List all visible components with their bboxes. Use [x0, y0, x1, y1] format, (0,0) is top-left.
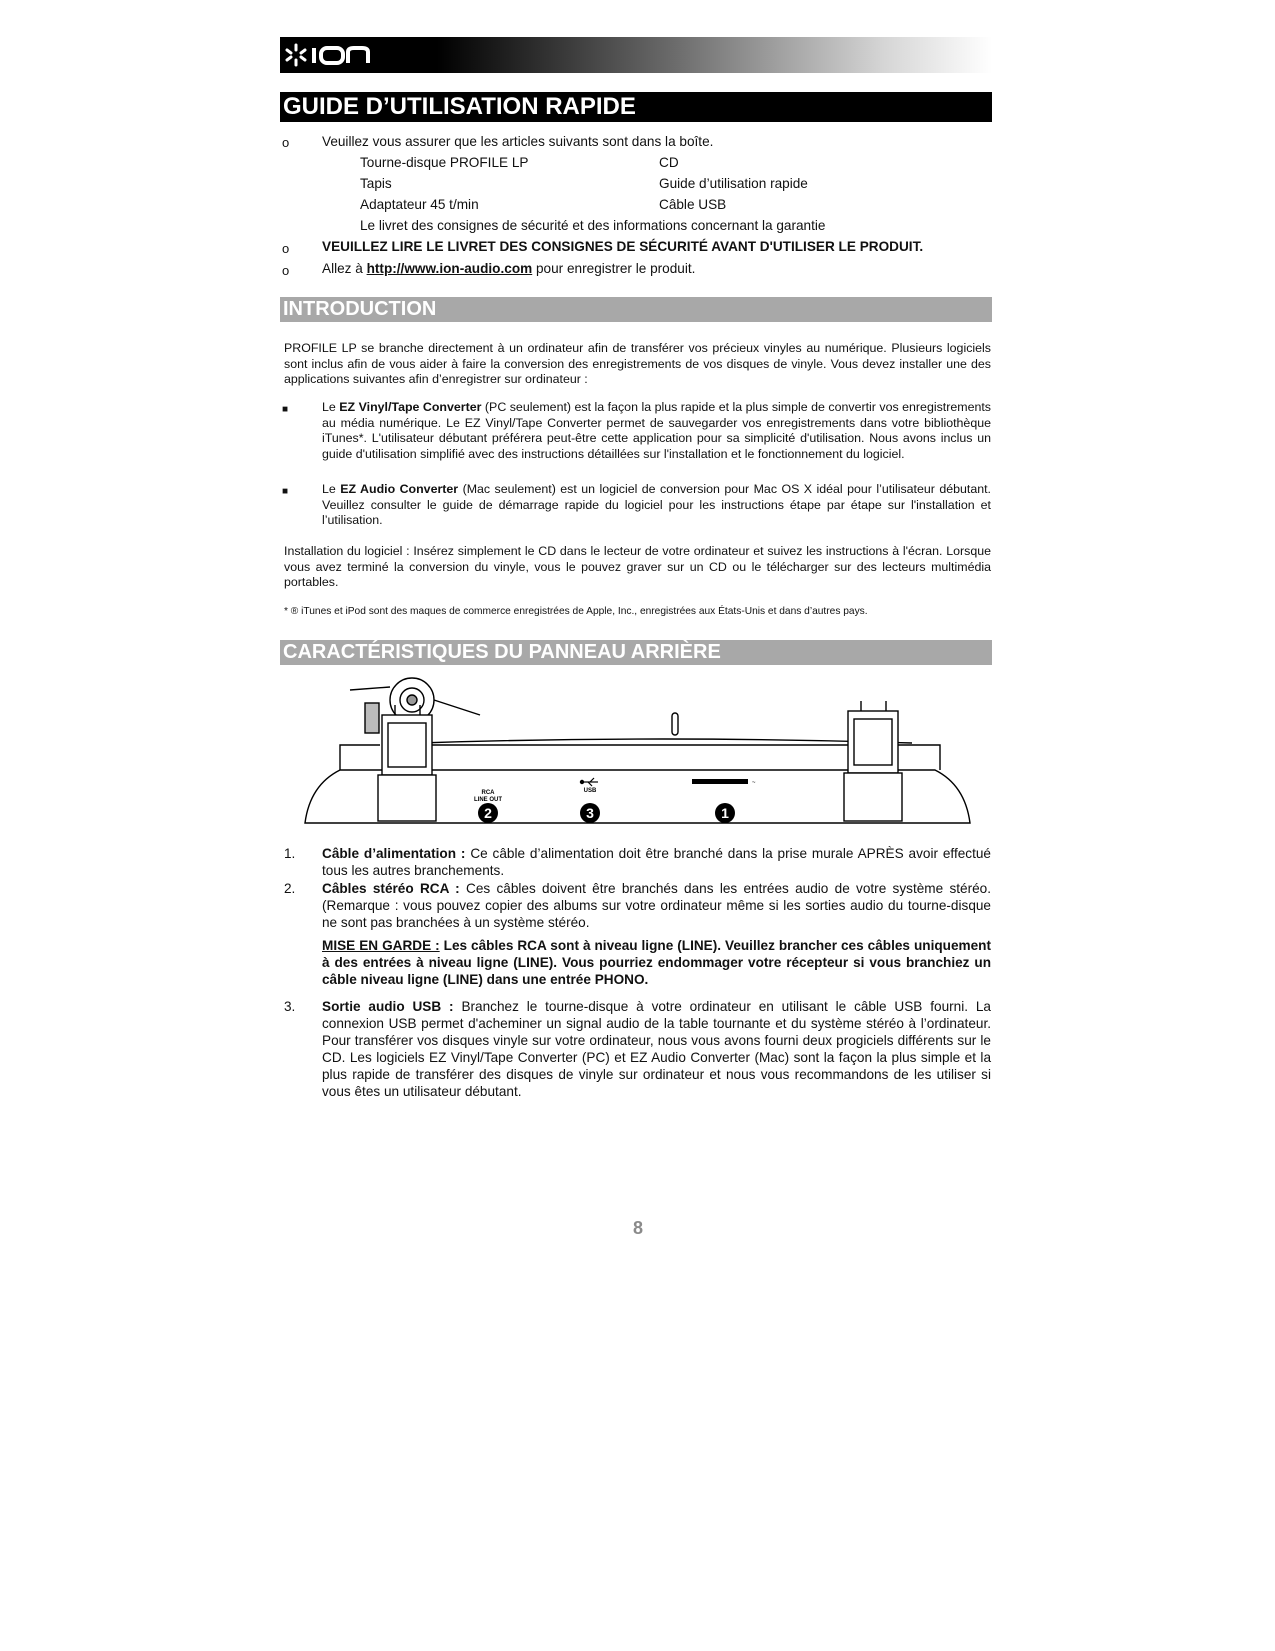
register-line: [322, 261, 695, 276]
box-item: Tourne-disque PROFILE LP: [360, 155, 529, 170]
item-number: 2.: [284, 881, 296, 896]
quick-guide-title: GUIDE D’UTILISATION RAPIDE: [280, 92, 992, 122]
box-contents-intro: Veuillez vous assurer que les articles suivants sont dans la boîte.: [322, 134, 714, 149]
bullet-icon: o: [282, 135, 290, 150]
box-item-booklet: Le livret des consignes de sécurité et des informations concernant la garantie: [360, 218, 826, 233]
usb-label: USB: [583, 788, 597, 794]
svg-text:ION: ION: [284, 41, 286, 42]
callout-3: [580, 803, 600, 823]
rca-warning: [322, 937, 991, 988]
rca-label: RCA: [481, 790, 495, 796]
register-prefix: Allez à: [322, 261, 363, 276]
svg-text:2: 2: [484, 805, 492, 821]
item-text: Ce câble d’alimentation doit être branché dans la prise murale APRÈS avoir effectué tous les autres branchements.: [322, 846, 991, 878]
warning-text: Les câbles RCA sont à niveau ligne (LINE). Veuillez brancher ces câbles uniquement à des entrées à niveau ligne (LINE). Vous pourriez endommager votre récepteur si vous branchiez un câble niveau ligne (LINE) dans une entrée PHONO.: [322, 938, 991, 987]
callout-2: [478, 803, 498, 823]
rear-item-power: [322, 845, 991, 879]
brand-header-bar: [280, 37, 992, 73]
item-title: Câble d’alimentation :: [322, 846, 466, 861]
svg-text:1: 1: [721, 805, 729, 821]
rear-item-usb: [322, 998, 991, 1100]
item-prefix: Le: [322, 482, 336, 496]
item-name: EZ Vinyl/Tape Converter: [339, 400, 482, 414]
intro-paragraph: PROFILE LP se branche directement à un ordinateur afin de transférer vos précieux vinyles au numérique. Plusieurs logiciels sont inclus afin de vous aider à faire la conversion des enregistrements de vos disques de vinyle. Vous devez installer une des applications suivantes afin d’enregistrer sur ordinateur :: [284, 341, 991, 387]
power-label: ~: [752, 780, 756, 786]
rear-item-rca: [322, 880, 991, 931]
item-prefix: Le: [322, 400, 336, 414]
item-text: (PC seulement) est la façon la plus rapide et la plus simple de convertir vos enregistrements au média numérique. Le EZ Vinyl/Tape Converter permet de sauvegarder vos enregistrements dans votre bibliothèque iTunes*. L'utilisateur débutant préférera peut-être cette application pour sa simplicité d'utilisation. Nous avons inclus un guide d'utilisation simplifié avec des instructions détaillées sur l'installation et le fonctionnement du logiciel.: [322, 400, 991, 461]
intro-item-ez-audio: [322, 482, 991, 529]
introduction-title: INTRODUCTION: [280, 297, 992, 322]
item-number: 3.: [284, 999, 296, 1014]
register-suffix: pour enregistrer le produit.: [536, 261, 696, 276]
box-item: Guide d’utilisation rapide: [659, 176, 808, 191]
line-out-label: LINE OUT: [474, 797, 502, 803]
box-item: Adaptateur 45 t/min: [360, 197, 479, 212]
svg-text:3: 3: [586, 805, 594, 821]
intro-item-ez-vinyl: [322, 400, 991, 462]
square-bullet-icon: ■: [282, 404, 289, 415]
safety-warning: VEUILLEZ LIRE LE LIVRET DES CONSIGNES DE SÉCURITÉ AVANT D'UTILISER LE PRODUIT.: [322, 239, 924, 254]
warning-label: MISE EN GARDE :: [322, 938, 440, 953]
item-text: Ces câbles doivent être branchés dans les entrées audio de votre système stéréo. (Remarque : vous pouvez copier des albums sur votre ordinateur même si les sorties audio du tourne-disque ne sont pas branchées à un système stéréo.: [322, 881, 992, 930]
rear-panel-title: CARACTÉRISTIQUES DU PANNEAU ARRIÈRE: [280, 640, 992, 665]
install-paragraph: Installation du logiciel : Insérez simplement le CD dans le lecteur de votre ordinateur et suivez les instructions à l'écran. Lorsque vous avez terminé la conversion du vinyle, vous le pouvez graver sur un CD ou le télécharger sur des lecteurs multimédia portables.: [284, 544, 991, 590]
box-item: Câble USB: [659, 197, 727, 212]
callout-1: [715, 803, 735, 823]
square-bullet-icon: ■: [282, 486, 289, 497]
item-text: Branchez le tourne-disque à votre ordinateur en utilisant le câble USB fourni. La connexion USB permet d'acheminer un signal audio de la table tournante et du système stéréo à l’ordinateur. Pour transférer vos disques vinyle sur votre ordinateur, nous vous avons fourni deux progiciels différents sur le CD. Les logiciels EZ Vinyl/Tape Converter (PC) et EZ Audio Converter (Mac) sont la façon la plus simple et la plus rapide de transférer des disques de vinyle sur ordinateur et nous vous recommandons de les utiliser si vous êtes un utilisateur débutant.: [322, 999, 991, 1099]
item-title: Câbles stéréo RCA :: [322, 881, 460, 896]
box-item: Tapis: [360, 176, 392, 191]
page-number: 8: [632, 1218, 643, 1238]
rear-panel-diagram: [300, 675, 975, 825]
item-title: Sortie audio USB :: [322, 999, 454, 1014]
ion-audio-link[interactable]: http://www.ion-audio.com: [366, 261, 533, 276]
bullet-icon: o: [282, 241, 290, 256]
item-text: (Mac seulement) est un logiciel de conversion pour Mac OS X idéal pour l’utilisateur débutant. Veuillez consulter le guide de démarrage rapide du logiciel pour les instructions étape par étape sur l'installation et l’utilisation.: [322, 482, 991, 528]
item-number: 1.: [284, 846, 296, 861]
item-name: EZ Audio Converter: [340, 482, 459, 496]
bullet-icon: o: [282, 263, 290, 278]
trademark-footnote: * ® iTunes et iPod sont des maques de commerce enregistrées de Apple, Inc., enregistrées aux États-Unis et dans d’autres pays.: [284, 606, 868, 617]
box-item: CD: [659, 155, 679, 170]
ion-logo: [284, 41, 380, 69]
